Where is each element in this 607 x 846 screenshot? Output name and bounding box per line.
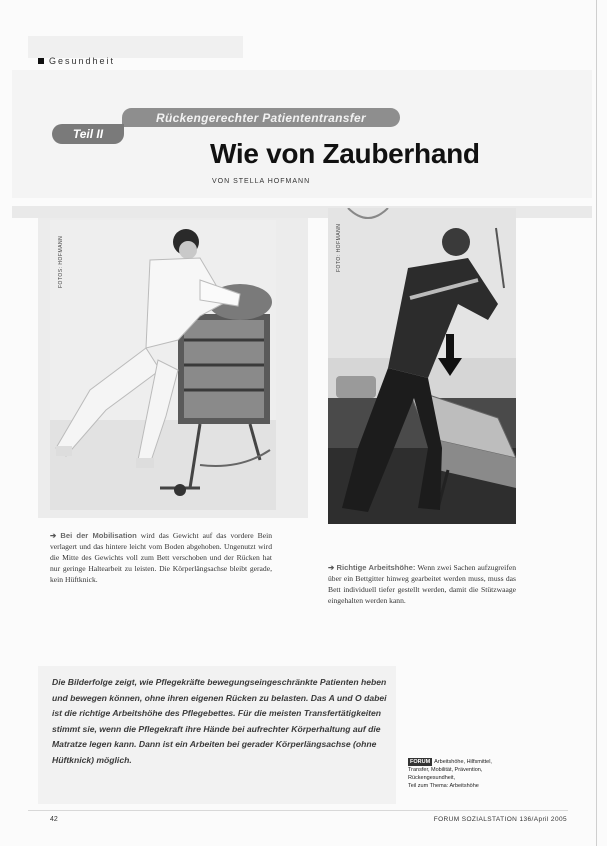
part-label: Teil II xyxy=(72,127,104,141)
info-line: Teil zum Thema: Arbeitshöhe xyxy=(408,783,479,789)
page-edge-rule xyxy=(596,0,597,846)
article-title: Wie von Zauberhand xyxy=(210,138,480,169)
caregiver-bed-illustration xyxy=(328,208,516,524)
kicker-banner xyxy=(122,108,400,127)
caption-left-text: wird das Gewicht auf das vordere Bein verlagert und das hintere leicht vom Boden abgehoben. Ungenutzt wird die Mitte des Gewichts voll zum Bett verschoben und der Rücken hat nur geringe Haltearbeit zu leisten. Die Körperlängsachse bleibt gerade, kein Hüftknick. xyxy=(50,531,272,584)
caption-right-lead: Richtige Arbeitshöhe: xyxy=(336,563,416,572)
caption-right xyxy=(328,562,516,606)
nurse-bed-illustration xyxy=(50,220,276,510)
intro-text: Die Bilderfolge zeigt, wie Pflegekräfte bewegungseingeschränkte Patienten heben und bewegen können, ohne ihren eigenen Rücken zu belasten. Das A und O dabei ist die richtige Arbeitshöhe des Pflegebettes. Für die meisten Transfertätigkeiten stimmt sie, wenn die Pflegekraft ihre Hände bei aufrechter Körperhaltung auf die Matratze legen kann. Dann ist ein Arbeiten bei gerader Körperlängsachse (ohne Hüftknick) möglich. xyxy=(52,677,387,765)
section-band xyxy=(28,36,243,58)
part-tag xyxy=(52,124,124,144)
section-square-icon xyxy=(38,58,44,64)
photo-nurse-bed xyxy=(50,220,276,510)
caption-right-text: Wenn zwei Sachen aufzugreifen über ein Bettgitter hinweg gearbeitet werden muss, muss das Bett individuell tiefer gestellt werden, damit die Stützwaage eingehalten werden kann. xyxy=(328,563,516,605)
info-line: Rückengesundheit, xyxy=(408,775,456,781)
section-name: Gesundheit xyxy=(49,56,116,66)
info-line: Arbeitshöhe, Hilfsmittel, xyxy=(434,759,492,765)
arrow-icon: ➔ xyxy=(50,531,57,540)
info-tag: FORUM xyxy=(410,759,431,765)
info-box xyxy=(408,758,568,790)
kicker-text: Rückengerechter Patiententransfer xyxy=(156,110,366,125)
photo-credit-left: FOTOS: HOFMANN xyxy=(58,235,64,288)
caption-left xyxy=(50,530,272,585)
photo-credit-right: FOTO: HOFMANN xyxy=(336,223,342,272)
footer-rule xyxy=(28,810,568,811)
byline: VON STELLA HOFMANN xyxy=(212,178,311,185)
page-number: 42 xyxy=(50,816,58,823)
section-label xyxy=(38,56,115,66)
photo-caregiver-bed xyxy=(328,208,516,524)
info-line: Transfer, Mobilität, Prävention, xyxy=(408,767,483,773)
caption-left-lead: Bei der Mobilisation xyxy=(60,531,137,540)
magazine-issue: FORUM SOZIALSTATION 136/April 2005 xyxy=(433,816,567,823)
arrow-icon: ➔ xyxy=(328,563,335,572)
